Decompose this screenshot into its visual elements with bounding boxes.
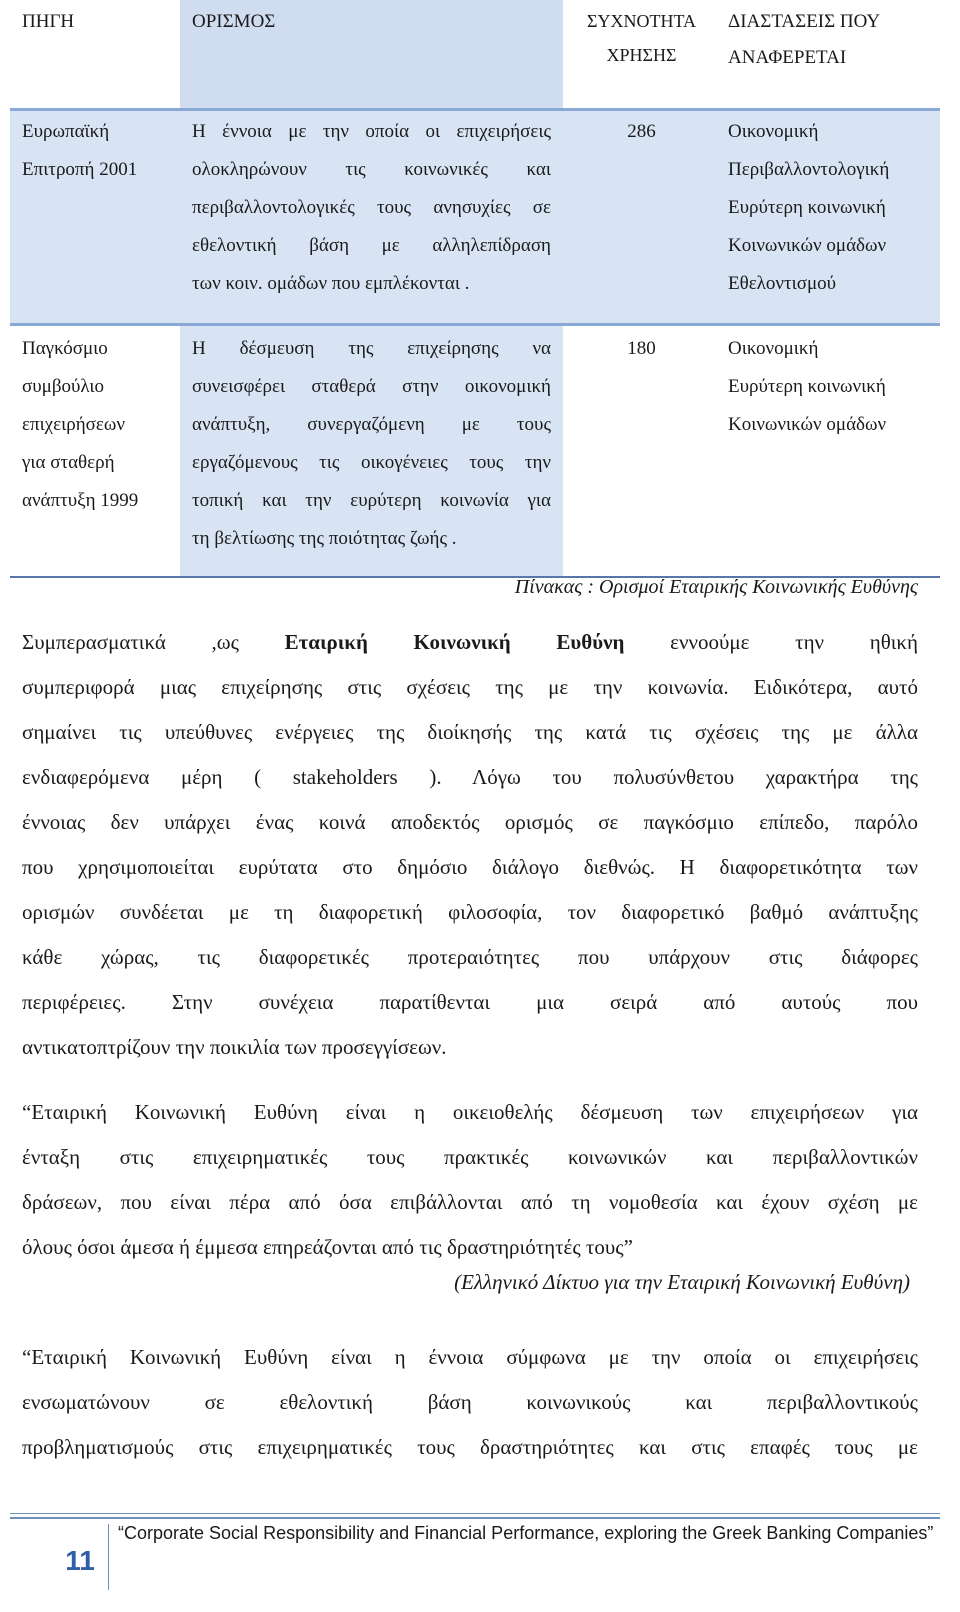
paragraph-line: κάθε χώρας, τις διαφορετικές προτεραιότητες που υπάρχουν στις διάφορες — [22, 945, 918, 969]
quote-line: όλους όσοι άμεσα ή έμμεσα επηρεάζονται από τις δραστηριότητές τους” — [22, 1235, 633, 1259]
row-frequency: 286 — [563, 111, 720, 323]
definition-line: ανάπτυξη, συνεργαζόμενη με τους — [192, 414, 551, 435]
quote-line: “Εταιρική Κοινωνική Ευθύνη είναι η έννοια σύμφωνα με την οποία οι επιχειρήσεις — [22, 1345, 918, 1369]
source-line: Παγκόσμιο — [22, 338, 108, 359]
dimension-item: Εθελοντισμού — [728, 273, 837, 294]
paragraph-line: ορισμών συνδέεται με τη διαφορετική φιλοσοφία, τον διαφορετικό βαθμό ανάπτυξης — [22, 900, 918, 924]
definitions-table — [10, 0, 940, 578]
row-source — [10, 326, 180, 576]
table-caption: Πίνακας : Ορισμοί Εταιρικής Κοινωνικής Ευθύνης — [514, 576, 918, 598]
dimension-item: Κοινωνικών ομάδων — [728, 235, 887, 256]
header-frequency — [563, 0, 720, 108]
source-line: ανάπτυξη 1999 — [22, 490, 139, 511]
definition-line: των κοιν. ομάδων που εμπλέκονται . — [192, 273, 470, 294]
dimension-item: Περιβαλλοντολογική — [728, 159, 890, 180]
paragraph-line: ενδιαφερόμενα μέρη ( stakeholders ). Λόγω του πολυσύνθετου χαρακτήρα της — [22, 765, 918, 789]
table-header-row — [10, 0, 940, 108]
footer-title: “Corporate Social Responsibility and Financial Performance, exploring the Greek Banking Companies” — [118, 1523, 934, 1543]
quote-paragraph — [22, 1090, 918, 1270]
definition-line: Η έννοια με την οποία οι επιχειρήσεις — [192, 121, 551, 142]
definition-line: τοπική και την ευρύτερη κοινωνία για — [192, 490, 551, 511]
source-line: για σταθερή — [22, 452, 115, 473]
quote-line: προβληματισμούς στις επιχειρηματικές τους δραστηριότητες και στις επαφές τους με — [22, 1435, 918, 1459]
paragraph-line: αντικατοπτρίζουν την ποικιλία των προσεγγίσεων. — [22, 1035, 447, 1059]
header-source: ΠΗΓΗ — [22, 11, 75, 32]
header-frequency-line: ΣΥΧΝΟΤΗΤΑ — [586, 11, 697, 31]
source-line: Επιτροπή 2001 — [22, 159, 138, 180]
row-definition — [180, 326, 563, 576]
source-line: Ευρωπαϊκή — [22, 121, 110, 142]
table-row — [10, 108, 940, 323]
row-frequency: 180 — [627, 338, 656, 359]
header-dimensions-line: ΔΙΑΣΤΑΣΕΙΣ ΠΟΥ — [728, 11, 881, 32]
source-line: επιχειρήσεων — [22, 414, 125, 435]
quote-line: δράσεων, που είναι πέρα από όσα επιβάλλονται από τη νομοθεσία και έχουν σχέση με — [22, 1190, 918, 1214]
paragraph-line: συμπεριφορά μιας επιχείρησης στις σχέσεις της με την κοινωνία. Ειδικότερα, αυτό — [22, 675, 918, 699]
header-frequency-line: ΧΡΗΣΗΣ — [606, 45, 677, 65]
source-line: συμβούλιο — [22, 376, 105, 397]
definition-line: Η δέσμευση της επιχείρησης να — [192, 338, 551, 359]
footer-divider — [10, 1513, 940, 1514]
definition-line: εθελοντική βάση με αλληλεπίδραση — [192, 235, 551, 256]
definition-line: περιβαλλοντολογικές τους ανησυχίες σε — [192, 197, 551, 218]
dimension-item: Κοινωνικών ομάδων — [728, 414, 887, 435]
table-row — [10, 323, 940, 578]
definition-line: συνεισφέρει σταθερά στην οικονομική — [192, 376, 551, 397]
row-source — [10, 111, 180, 323]
quote-line: ένταξη στις επιχειρηματικές τους πρακτικές κοινωνικών και περιβαλλοντικών — [22, 1145, 918, 1169]
quote-line: ενσωματώνουν σε εθελοντική βάση κοινωνικούς και περιβαλλοντικούς — [22, 1390, 918, 1414]
paragraph-line — [22, 620, 918, 665]
quote-paragraph — [22, 1335, 918, 1470]
definition-line: τη βελτίωσης της ποιότητας ζωής . — [192, 528, 457, 549]
paragraph-line: περιφέρειες. Στην συνέχεια παρατίθενται μια σειρά από αυτούς που — [22, 990, 918, 1014]
dimension-item: Οικονομική — [728, 121, 819, 142]
quote-source: (Ελληνικό Δίκτυο για την Εταιρική Κοινωνική Ευθύνη) — [454, 1270, 910, 1294]
page-number: 11 — [65, 1545, 95, 1576]
header-definition: ΟΡΙΣΜΟΣ — [180, 0, 563, 108]
row-dimensions — [720, 111, 940, 323]
paragraph-line: έννοιας δεν υπάρχει ένας κοινά αποδεκτός ορισμός σε παγκόσμιο επίπεδο, παρόλο — [22, 810, 918, 834]
dimension-item: Οικονομική — [728, 338, 819, 359]
row-dimensions — [720, 326, 940, 576]
paragraph-line: που χρησιμοποιείται ευρύτατα στο δημόσιο διάλογο διεθνώς. Η διαφορετικότητα των — [22, 855, 918, 879]
dimension-item: Ευρύτερη κοινωνική — [728, 376, 886, 397]
dimension-item: Ευρύτερη κοινωνική — [728, 197, 886, 218]
definition-line: ολοκληρώνουν τις κοινωνικές και — [192, 159, 551, 180]
footer-vertical-divider — [108, 1524, 109, 1590]
header-dimensions — [720, 0, 940, 108]
paragraph-text: εννοούμε την ηθική — [670, 630, 918, 654]
row-definition — [180, 111, 563, 323]
body-paragraph — [22, 620, 918, 1070]
paragraph-line: σημαίνει τις υπεύθυνες ενέργειες της διοίκησής της κατά τις σχέσεις της με άλλα — [22, 720, 918, 744]
paragraph-text: Συμπερασματικά ,ως — [22, 630, 239, 654]
definition-line: εργαζόμενους τις οικογένειες τους την — [192, 452, 551, 473]
footer-divider — [10, 1517, 940, 1519]
quote-line: “Εταιρική Κοινωνική Ευθύνη είναι η οικειοθελής δέσμευση των επιχειρήσεων για — [22, 1100, 918, 1124]
bold-term: Εταιρική Κοινωνική Ευθύνη — [284, 630, 625, 654]
header-dimensions-line: ΑΝΑΦΕΡΕΤΑΙ — [728, 47, 847, 68]
